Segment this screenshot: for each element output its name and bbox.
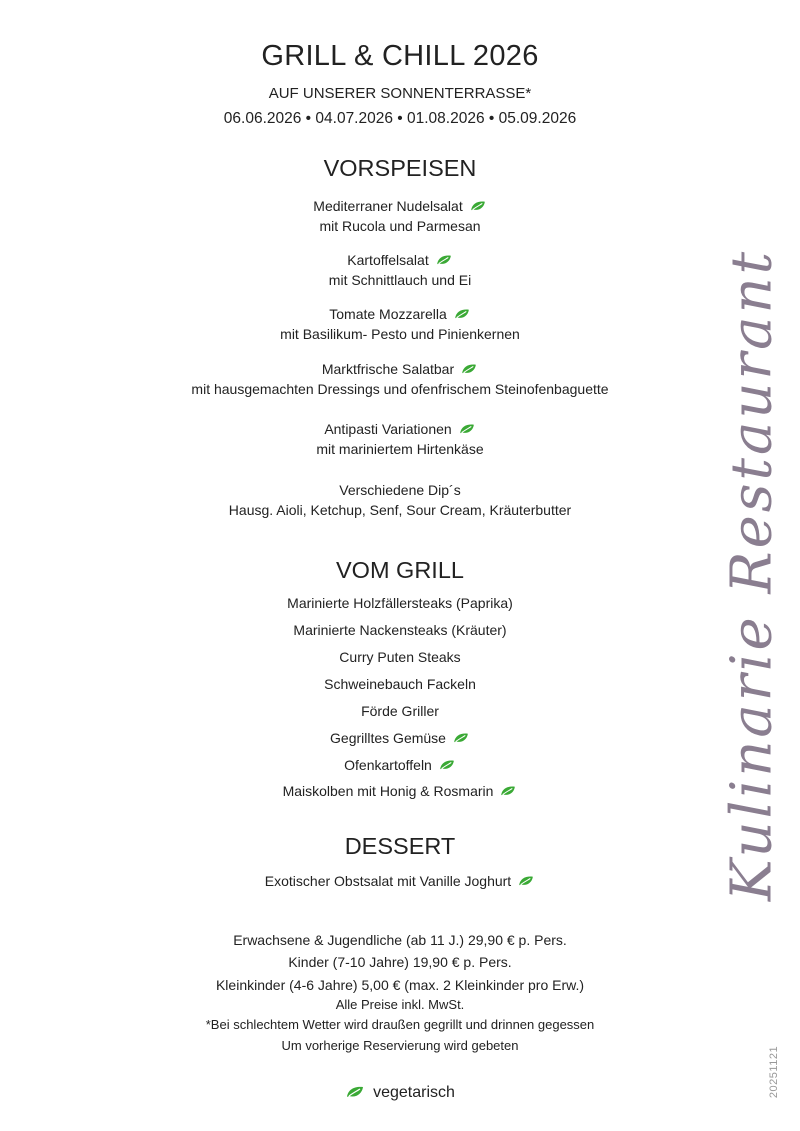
menu-item-name: Exotischer Obstsalat mit Vanille Joghurt xyxy=(0,873,800,889)
menu-item-name: Verschiedene Dip´s xyxy=(339,482,461,498)
menu-item-name: Ofenkartoffeln xyxy=(0,757,800,773)
menu-item-description: mit hausgemachten Dressings und ofenfrischem Steinofenbaguette xyxy=(191,381,609,397)
leaf-icon xyxy=(517,875,535,887)
menu-item-name: Marinierte Holzfällersteaks (Paprika) xyxy=(287,595,513,611)
leaf-icon xyxy=(453,308,471,320)
leaf-icon xyxy=(438,759,456,771)
leaf-icon xyxy=(458,423,476,435)
menu-item-description: Hausg. Aioli, Ketchup, Senf, Sour Cream, Kräuterbutter xyxy=(228,502,572,518)
leaf-icon xyxy=(469,200,487,212)
menu-item-name: Marinierte Nackensteaks (Kräuter) xyxy=(293,622,507,638)
leaf-icon xyxy=(460,363,478,375)
menu-title: GRILL & CHILL 2026 xyxy=(261,40,539,72)
menu-item-name: Curry Puten Steaks xyxy=(339,649,461,665)
leaf-icon xyxy=(435,254,453,266)
menu-item-name: Kartoffelsalat xyxy=(0,252,800,268)
leaf-icon xyxy=(499,785,517,797)
menu-item-name: Förde Griller xyxy=(361,703,439,719)
menu-item-description: mit Rucola und Parmesan xyxy=(319,218,481,234)
brand-logo: Kulinarie Restaurant xyxy=(719,248,785,902)
menu-item-description: mit Schnittlauch und Ei xyxy=(328,272,472,288)
document-code: 20251121 xyxy=(768,1045,780,1099)
menu-item-name: Tomate Mozzarella xyxy=(0,306,800,322)
menu-item-name: Marktfrische Salatbar xyxy=(0,361,800,377)
event-dates: 06.06.2026 • 04.07.2026 • 01.08.2026 • 05.09.2026 xyxy=(223,110,577,127)
section-heading-grill: VOM GRILL xyxy=(336,557,464,583)
price-toddlers: Kleinkinder (4-6 Jahre) 5,00 € (max. 2 Kleinkinder pro Erw.) xyxy=(215,977,585,993)
menu-item-name: Gegrilltes Gemüse xyxy=(0,730,800,746)
vegetarian-legend xyxy=(0,1084,800,1102)
leaf-icon xyxy=(345,1085,365,1099)
menu-item-name: Maiskolben mit Honig & Rosmarin xyxy=(0,783,800,799)
reservation-note: Um vorherige Reservierung wird gebeten xyxy=(281,1038,519,1053)
menu-item-description: mit mariniertem Hirtenkäse xyxy=(316,441,484,457)
vat-note: Alle Preise inkl. MwSt. xyxy=(335,997,465,1012)
weather-note: *Bei schlechtem Wetter wird draußen gegrillt und drinnen gegessen xyxy=(205,1017,595,1032)
price-children: Kinder (7-10 Jahre) 19,90 € p. Pers. xyxy=(288,954,512,970)
leaf-icon xyxy=(452,732,470,744)
menu-item-name: Antipasti Variationen xyxy=(0,421,800,437)
legend-label: vegetarisch xyxy=(373,1084,455,1101)
section-heading-dessert: DESSERT xyxy=(344,833,456,859)
menu-subtitle: AUF UNSERER SONNENTERRASSE* xyxy=(268,85,532,102)
menu-item-name: Mediterraner Nudelsalat xyxy=(0,198,800,214)
price-adults: Erwachsene & Jugendliche (ab 11 J.) 29,90 € p. Pers. xyxy=(233,932,567,948)
section-heading-vorspeisen: VORSPEISEN xyxy=(323,155,477,181)
menu-item-name: Schweinebauch Fackeln xyxy=(324,676,476,692)
menu-item-description: mit Basilikum- Pesto und Pinienkernen xyxy=(280,326,520,342)
